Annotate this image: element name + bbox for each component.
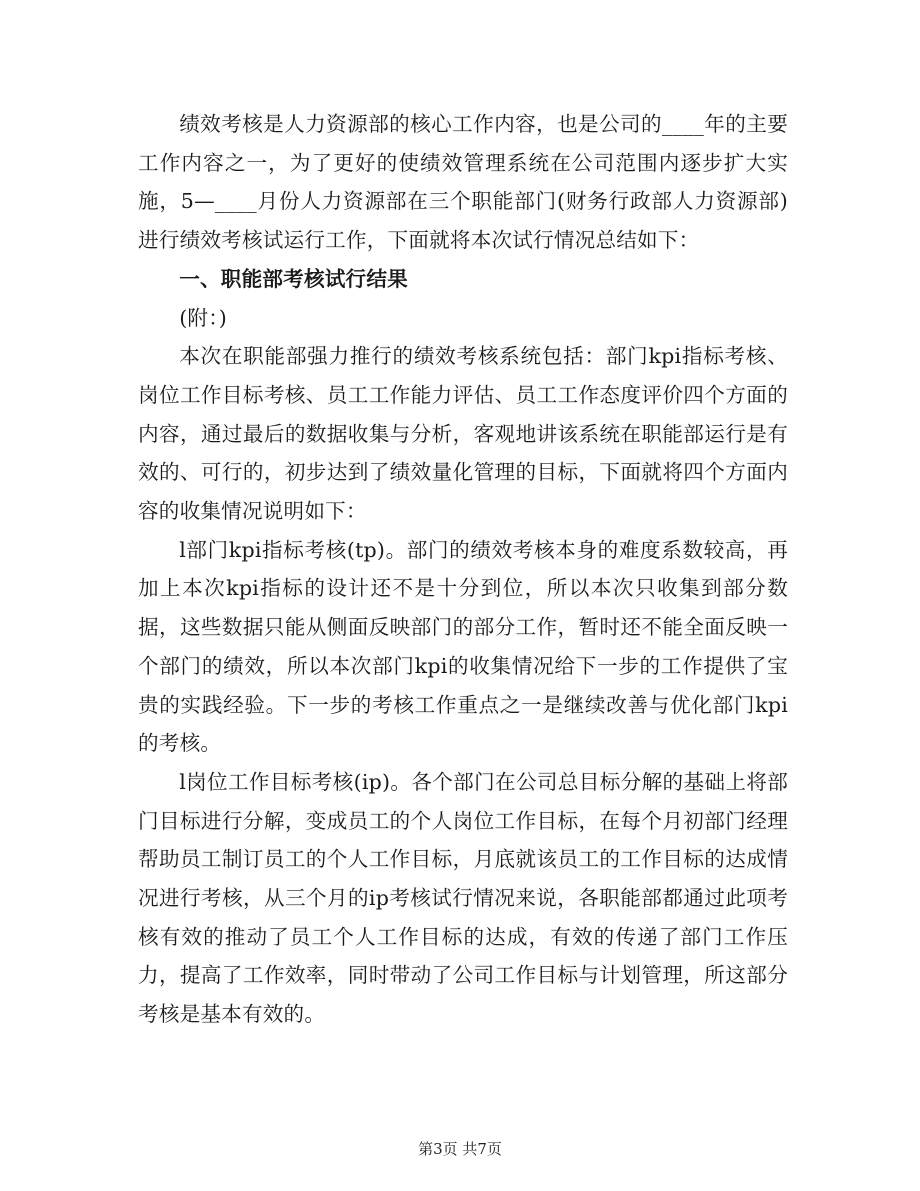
attachment-note: (附：): [179, 305, 227, 330]
system-overview-paragraph: 本次在职能部强力推行的绩效考核系统包括：部门kpi指标考核、岗位工作目标考核、员工工作能力评估、员工工作态度评价四个方面的内容，通过最后的数据收集与分析，客观地讲该系统在职能部运行是有效的、可行的，初步达到了绩效量化管理的目标，下面就将四个方面内容的收集情况说明如下：: [138, 344, 788, 524]
section-heading: 一、职能部考核试行结果: [179, 266, 408, 291]
goal-assessment-paragraph: l岗位工作目标考核(ip)。各个部门在公司总目标分解的基础上将部门目标进行分解，变成员工的个人岗位工作目标，在每个月初部门经理帮助员工制订员工的个人工作目标，月底就该员工的工作目标的达成情况进行考核，从三个月的ip考核试行情况来说，各职能部都通过此项考核有效的推动了员工个人工作目标的达成，有效的传递了部门工作压力，提高了工作效率，同时带动了公司工作目标与计划管理，所这部分考核是基本有效的。: [138, 769, 788, 1027]
kpi-paragraph: l部门kpi指标考核(tp)。部门的绩效考核本身的难度系数较高，再加上本次kpi指标的设计还不是十分到位，所以本次只收集到部分数据，这些数据只能从侧面反映部门的部分工作，暂时还不能全面反映一个部门的绩效，所以本次部门kpi的收集情况给下一步的工作提供了宝贵的实践经验。下一步的考核工作重点之一是继续改善与优化部门kpi的考核。: [138, 537, 788, 756]
document-body: [138, 105, 788, 1034]
page-number: 第3页 共7页: [418, 1140, 502, 1158]
intro-paragraph: 绩效考核是人力资源部的核心工作内容，也是公司的____年的主要工作内容之一，为了更好的使绩效管理系统在公司范围内逐步扩大实施，5—____月份人力资源部在三个职能部门(财务行政部人力资源部)进行绩效考核试运行工作，下面就将本次试行情况总结如下：: [138, 112, 788, 253]
